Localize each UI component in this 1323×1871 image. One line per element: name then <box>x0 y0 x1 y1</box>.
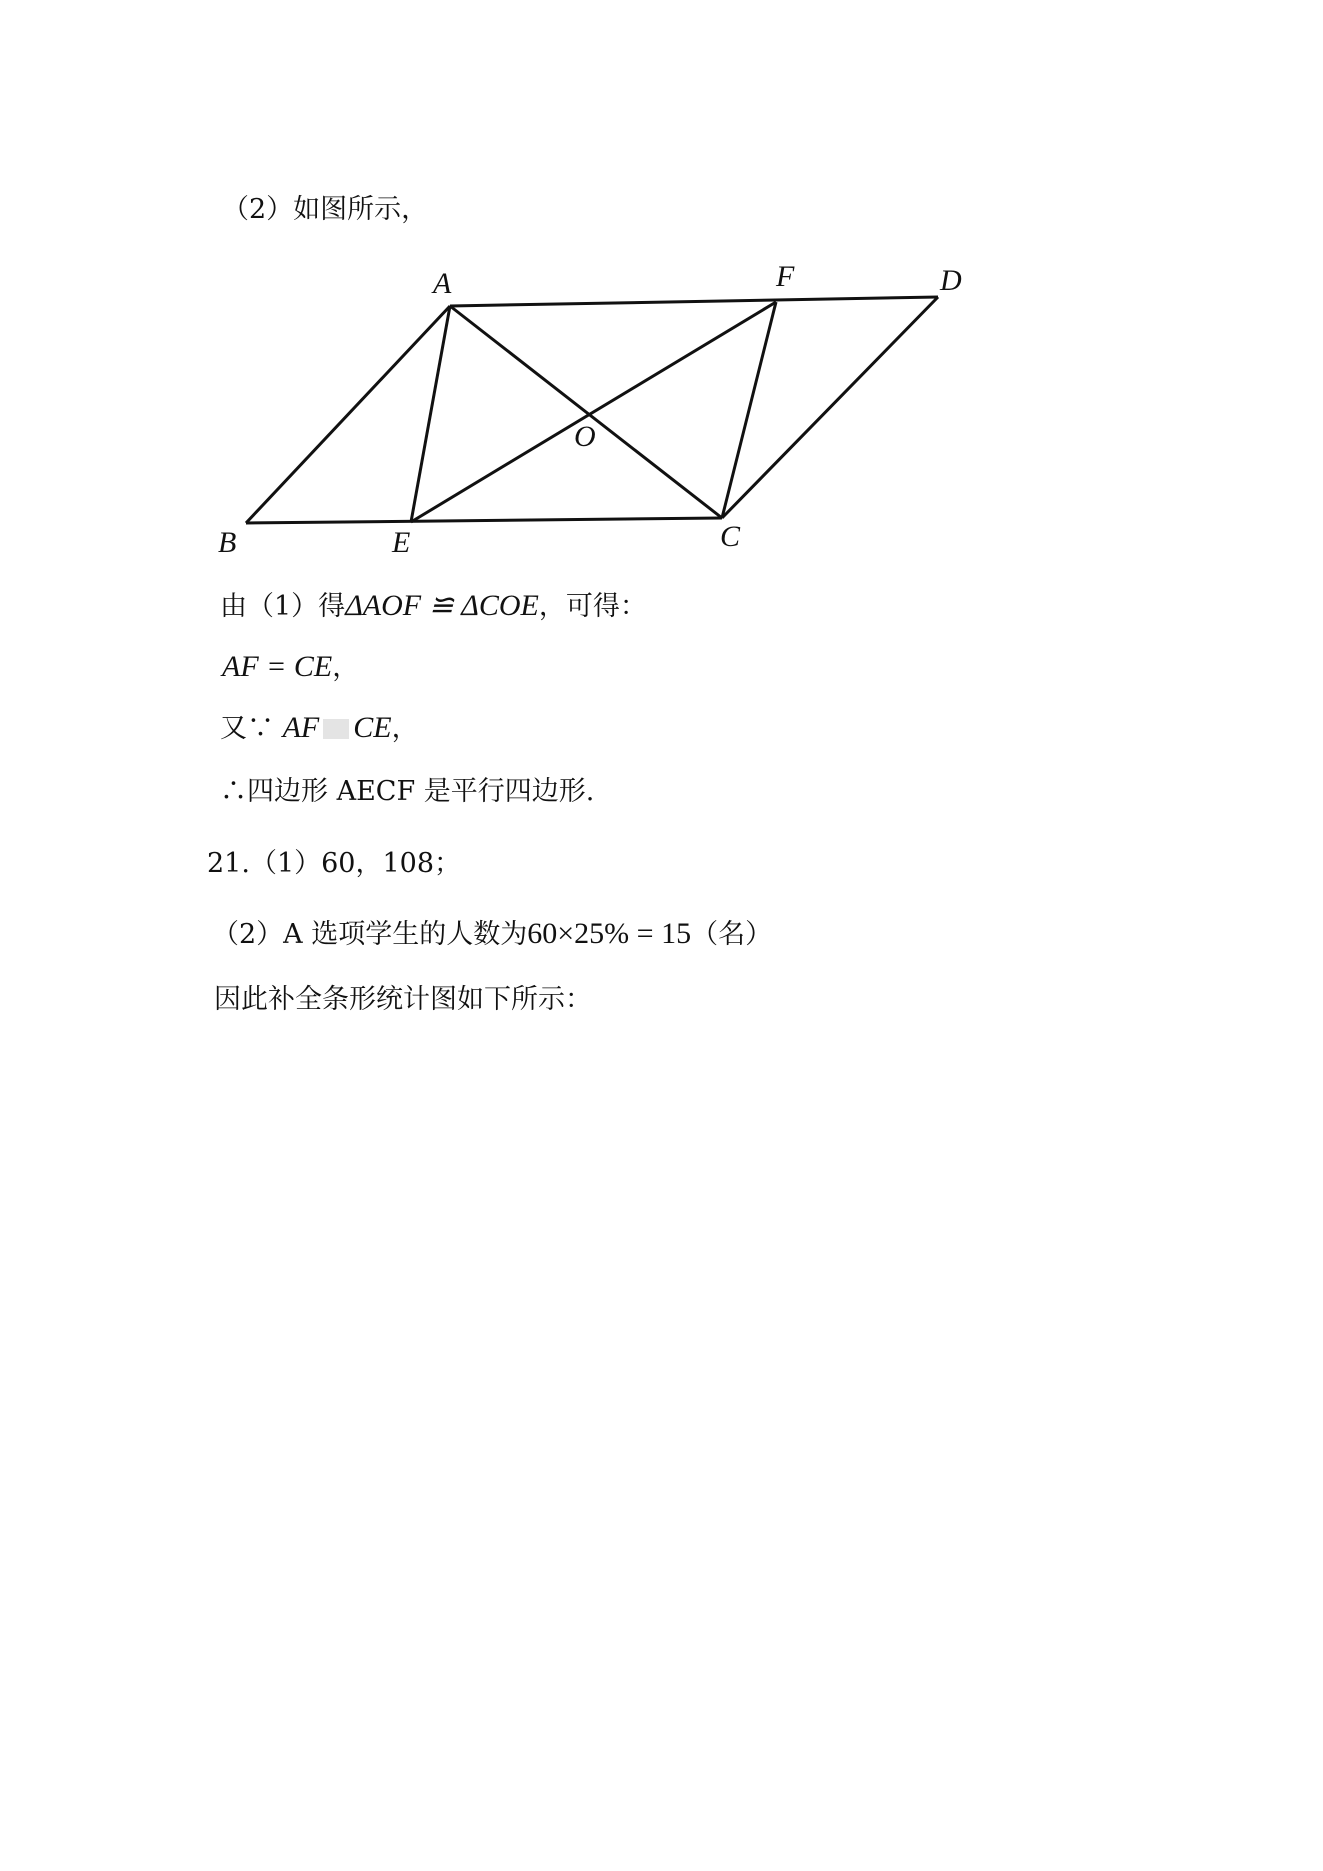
label-c: C <box>720 520 741 553</box>
proof-line-3-suffix: ， <box>391 713 419 744</box>
proof-line-2 <box>222 649 359 686</box>
label-d: D <box>940 264 962 297</box>
q21-part2-answer <box>212 916 772 953</box>
proof-line-3-prefix: 又∵ <box>220 713 274 744</box>
parallel-right-segment: CE <box>353 711 392 744</box>
segment-ad <box>450 297 938 306</box>
proof-line-1-suffix: ，可得： <box>538 591 647 622</box>
proof-line-1-prefix: 由（1）得 <box>220 591 346 622</box>
proof-line-2-suffix: ， <box>332 652 360 683</box>
label-b: B <box>218 526 237 555</box>
segment-fc <box>722 302 776 518</box>
segment-bc <box>246 518 722 523</box>
label-a: A <box>433 267 452 300</box>
proof-line-1 <box>220 588 647 625</box>
label-f: F <box>776 260 795 293</box>
q21-calculation: 60×25% = 15 <box>527 917 692 950</box>
segment-ac <box>450 306 722 518</box>
congruence-statement: ΔAOF ≌ ΔCOE <box>345 589 539 622</box>
q21-part2-prefix: （2）A 选项学生的人数为 <box>212 919 528 950</box>
segment-dc <box>722 297 938 518</box>
q21-chart-note: 因此补全条形统计图如下所示： <box>214 984 592 1015</box>
proof-conclusion: ∴四边形 AECF 是平行四边形. <box>220 776 595 807</box>
equality-statement: AF = CE <box>222 650 333 683</box>
parallelogram-figure <box>205 255 975 555</box>
segment-ae <box>411 306 450 522</box>
q21-part1-answer: 21.（1）60，108； <box>207 848 462 879</box>
label-o: O <box>574 420 596 453</box>
proof-line-3 <box>220 710 419 747</box>
parallel-symbol-placeholder <box>323 719 349 739</box>
segment-ef <box>411 302 776 522</box>
part2-heading: （2）如图所示， <box>222 194 429 225</box>
label-e: E <box>392 526 411 555</box>
segment-ab <box>246 306 450 523</box>
parallel-left-segment: AF <box>282 711 320 744</box>
q21-part2-suffix: （名） <box>691 919 773 950</box>
